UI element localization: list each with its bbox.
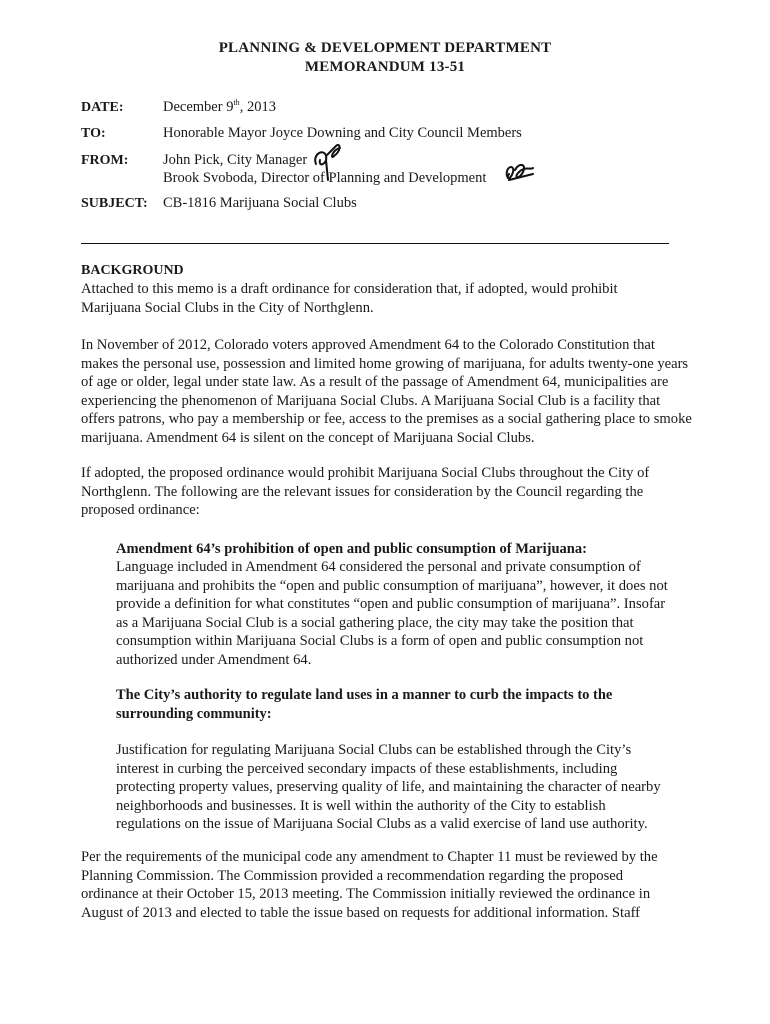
from-line-1: John Pick, City Manager <box>163 152 308 168</box>
date-suffix: th <box>233 98 240 107</box>
to-label: TO: <box>81 126 106 141</box>
section-title-background: BACKGROUND <box>81 263 184 278</box>
subject-label: SUBJECT: <box>81 196 148 211</box>
paragraph-intro: Attached to this memo is a draft ordinance for consideration that, if adopted, would prohibit Marijuana Social Clubs in the City of Northglenn. <box>81 281 618 316</box>
paragraph-proposed-ordinance: If adopted, the proposed ordinance would prohibit Marijuana Social Clubs throughout the City of Northglenn. The following are the relevant issues for consideration by the Council regarding the proposed ordinance: <box>81 465 650 518</box>
department-heading: PLANNING & DEVELOPMENT DEPARTMENT <box>218 40 552 56</box>
date-value: December 9th, 2013 <box>163 98 276 115</box>
signature-initials-director <box>503 160 537 186</box>
subject-value: CB-1816 Marijuana Social Clubs <box>163 195 357 211</box>
from-label: FROM: <box>81 153 129 168</box>
header-divider <box>81 243 669 244</box>
paragraph-planning-commission: Per the requirements of the municipal code any amendment to Chapter 11 must be reviewed by the Planning Commission. The Commission provided a recommendation regarding the proposed ordinance at their October 15, 2013 meeting. The Commission initially reviewed the ordinance in August of 2013 and elected to table the issue based on requests for additional information. Staff <box>81 849 658 921</box>
memo-number: MEMORANDUM 13-51 <box>304 59 466 75</box>
issue-1-body: Language included in Amendment 64 considered the personal and private consumption of marijuana and prohibits the “open and public consumption of marijuana”, however, it does not provide a definition for what constitutes “open and public consumption of marijuana”. Insofar as a Marijuana Social Club is a social gathering place, the city may take the position that consumption within Marijuana Social Clubs is a form of open and public consumption not authorized under Amendment 64. <box>116 559 668 668</box>
issue-2-body: Justification for regulating Marijuana Social Clubs can be established through the City’s interest in curbing the perceived secondary impacts of these establishments, including protecting property values, preserving quality of life, and maintaining the character of nearby neighborhoods and businesses. It is well within the authority of the City to establish regulations on the issue of Marijuana Social Clubs as a valid exercise of land use authority. <box>116 742 661 832</box>
to-value: Honorable Mayor Joyce Downing and City Council Members <box>163 125 522 141</box>
date-label: DATE: <box>81 100 124 115</box>
issue-1-heading: Amendment 64’s prohibition of open and public consumption of Marijuana: <box>116 541 587 557</box>
signature-initials-city-manager <box>310 142 348 182</box>
paragraph-amendment-64: In November of 2012, Colorado voters approved Amendment 64 to the Colorado Constitution that makes the personal use, possession and limited home growing of marijuana, for adults twenty-one years of age or older, legal under state law. As a result of the passage of Amendment 64, municipalities are experiencing the phenomenon of Marijuana Social Clubs. A Marijuana Social Club is a facility that offers patrons, who pay a membership or fee, access to the premises as a social gathering place to smoke marijuana. Amendment 64 is silent on the concept of Marijuana Social Clubs. <box>81 337 692 446</box>
from-line-2: Brook Svoboda, Director of Planning and Development <box>163 170 487 186</box>
issue-2-heading: The City’s authority to regulate land uses in a manner to curb the impacts to the surrounding community: <box>116 687 613 722</box>
